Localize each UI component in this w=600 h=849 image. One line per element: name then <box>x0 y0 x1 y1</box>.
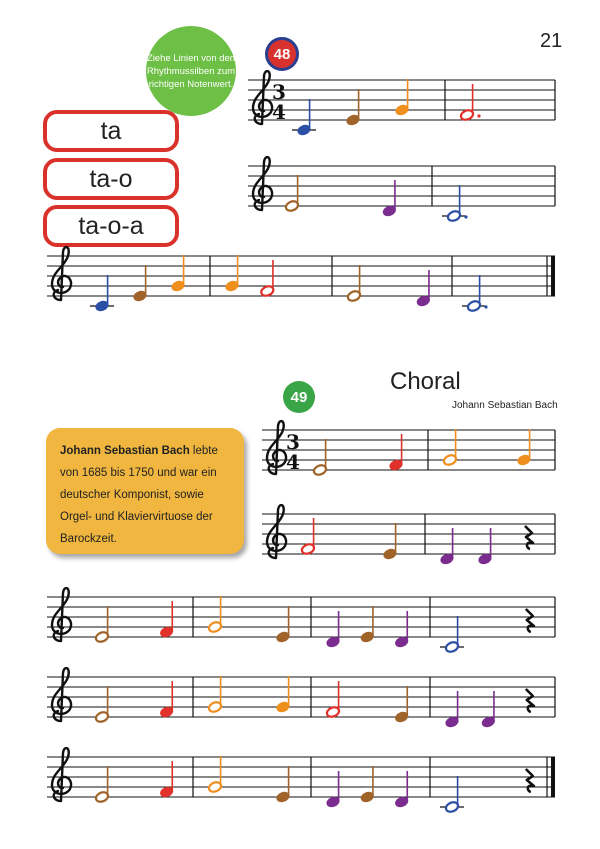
instruction-text: Ziehe Linien von den Rhythmussilben zum richtigen Notenwert. <box>146 52 236 90</box>
time-signature-bottom: 4 <box>272 100 286 124</box>
info-text: lebte von 1685 bis 1750 und war ein deutscher Komponist, sowie Orgel- und Klaviervirtuose der Barockzeit. <box>60 445 218 545</box>
treble-clef-icon <box>52 247 71 300</box>
syllable-label: ta <box>100 116 122 145</box>
note-dot <box>477 114 480 117</box>
composer-credit: Johann Sebastian Bach <box>452 400 558 411</box>
treble-clef-icon <box>52 588 71 641</box>
syllable-label: ta-o-a <box>78 211 144 240</box>
note-dot <box>484 305 487 308</box>
quarter-rest <box>525 526 533 549</box>
final-bar-line <box>551 256 555 296</box>
syllable-label: ta-o <box>89 164 133 193</box>
note-dot <box>464 215 467 218</box>
time-signature-top: 3 <box>272 80 286 104</box>
treble-clef-icon <box>52 748 71 801</box>
time-signature-top: 3 <box>286 430 300 454</box>
final-bar-line <box>551 757 555 797</box>
treble-clef-icon <box>267 421 286 474</box>
quarter-rest <box>526 769 534 792</box>
time-signature-bottom: 4 <box>286 450 300 474</box>
treble-clef-icon <box>267 505 286 558</box>
exercise-number-49: 49 <box>283 381 315 413</box>
treble-clef-icon <box>52 668 71 721</box>
quarter-rest <box>526 689 534 712</box>
quarter-rest <box>526 609 534 632</box>
piece-title: Choral <box>390 368 461 395</box>
treble-clef-icon <box>253 157 272 210</box>
treble-clef-icon <box>253 71 272 124</box>
info-name: Johann Sebastian Bach <box>60 445 190 457</box>
exercise-number-48: 48 <box>265 37 299 71</box>
page-number: 21 <box>540 30 563 52</box>
